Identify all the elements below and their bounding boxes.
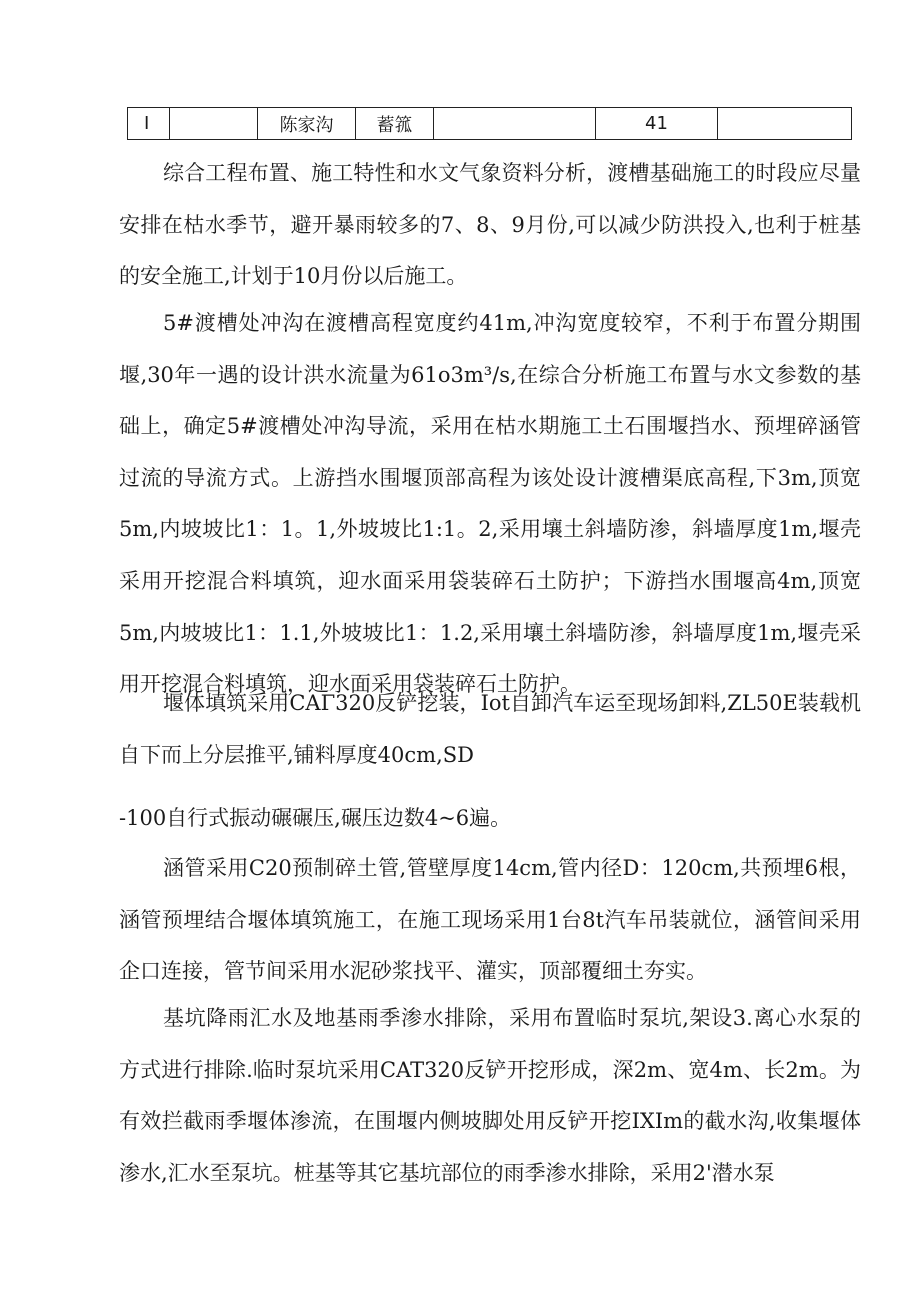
table-row: [128, 108, 852, 140]
table-cell-empty-3: [718, 108, 852, 140]
table-cell-index: I: [128, 108, 170, 140]
paragraph-construction-period: 综合工程布置、施工特性和水文气象资料分析，渡槽基础施工的时段应尽量安排在枯水季节，避开暴雨较多的7、8、9月份,可以减少防洪投入,也利于桩基的安全施工,计划于10月份以后施工。: [119, 161, 861, 289]
paragraph-compaction: -100自行式振动碾碾压,碾压边数4~6遍。: [119, 806, 512, 830]
table-cell-location: 陈家沟: [258, 108, 356, 140]
paragraph-cofferdam-fill: 堰体填筑采用CAΓ320反铲挖装，Iot自卸汽车运至现场卸料,ZL50E装载机自下而上分层推平,铺料厚度40cm,SD: [119, 691, 861, 767]
table-cell-empty-1: [170, 108, 258, 140]
paragraph-drainage: 基坑降雨汇水及地基雨季渗水排除，采用布置临时泵坑,架设3.离心水泵的方式进行排除.临时泵坑采用CAT320反铲开挖形成，深2m、宽4m、长2m。为有效拦截雨季堰体渗流，在围堰内侧坡脚处用反铲开挖IXIm的截水沟,收集堰体渗水,汇水至泵坑。桩基等其它基坑部位的雨季渗水排除，采用2'潜水泵: [119, 1006, 861, 1185]
table-cell-empty-2: [434, 108, 596, 140]
paragraph-diversion-plan: 5#渡槽处冲沟在渡槽高程宽度约41m,冲沟宽度较窄，不利于布置分期围堰,30年一遇的设计洪水流量为61o3m³/s,在综合分析施工布置与水文参数的基础上，确定5#渡槽处冲沟导流，采用在枯水期施工土石围堰挡水、预埋碎涵管过流的导流方式。上游挡水围堰顶部高程为该处设计渡槽渠底高程,下3m,顶宽5m,内坡坡比1：1。1,外坡坡比1:1。2,采用壤土斜墙防渗，斜墙厚度1m,堰壳采用开挖混合料填筑，迎水面采用袋装碎石土防护；下游挡水围堰高4m,顶宽5m,内坡坡比1：1.1,外坡坡比1：1.2,采用壤土斜墙防渗，斜墙厚度1m,堰壳采用开挖混合料填筑，迎水面采用袋装碎石土防护。: [119, 311, 861, 697]
table-cell-type: 蓄箛: [356, 108, 434, 140]
table-fragment: [127, 107, 852, 140]
paragraph-culvert: 涵管采用C20预制碎土管,管壁厚度14cm,管内径D：120cm,共预埋6根，涵管预埋结合堰体填筑施工，在施工现场采用1台8t汽车吊装就位，涵管间采用企口连接，管节间采用水泥砂浆找平、灌实，顶部覆细土夯实。: [119, 856, 861, 984]
table-cell-value: 41: [596, 108, 718, 140]
